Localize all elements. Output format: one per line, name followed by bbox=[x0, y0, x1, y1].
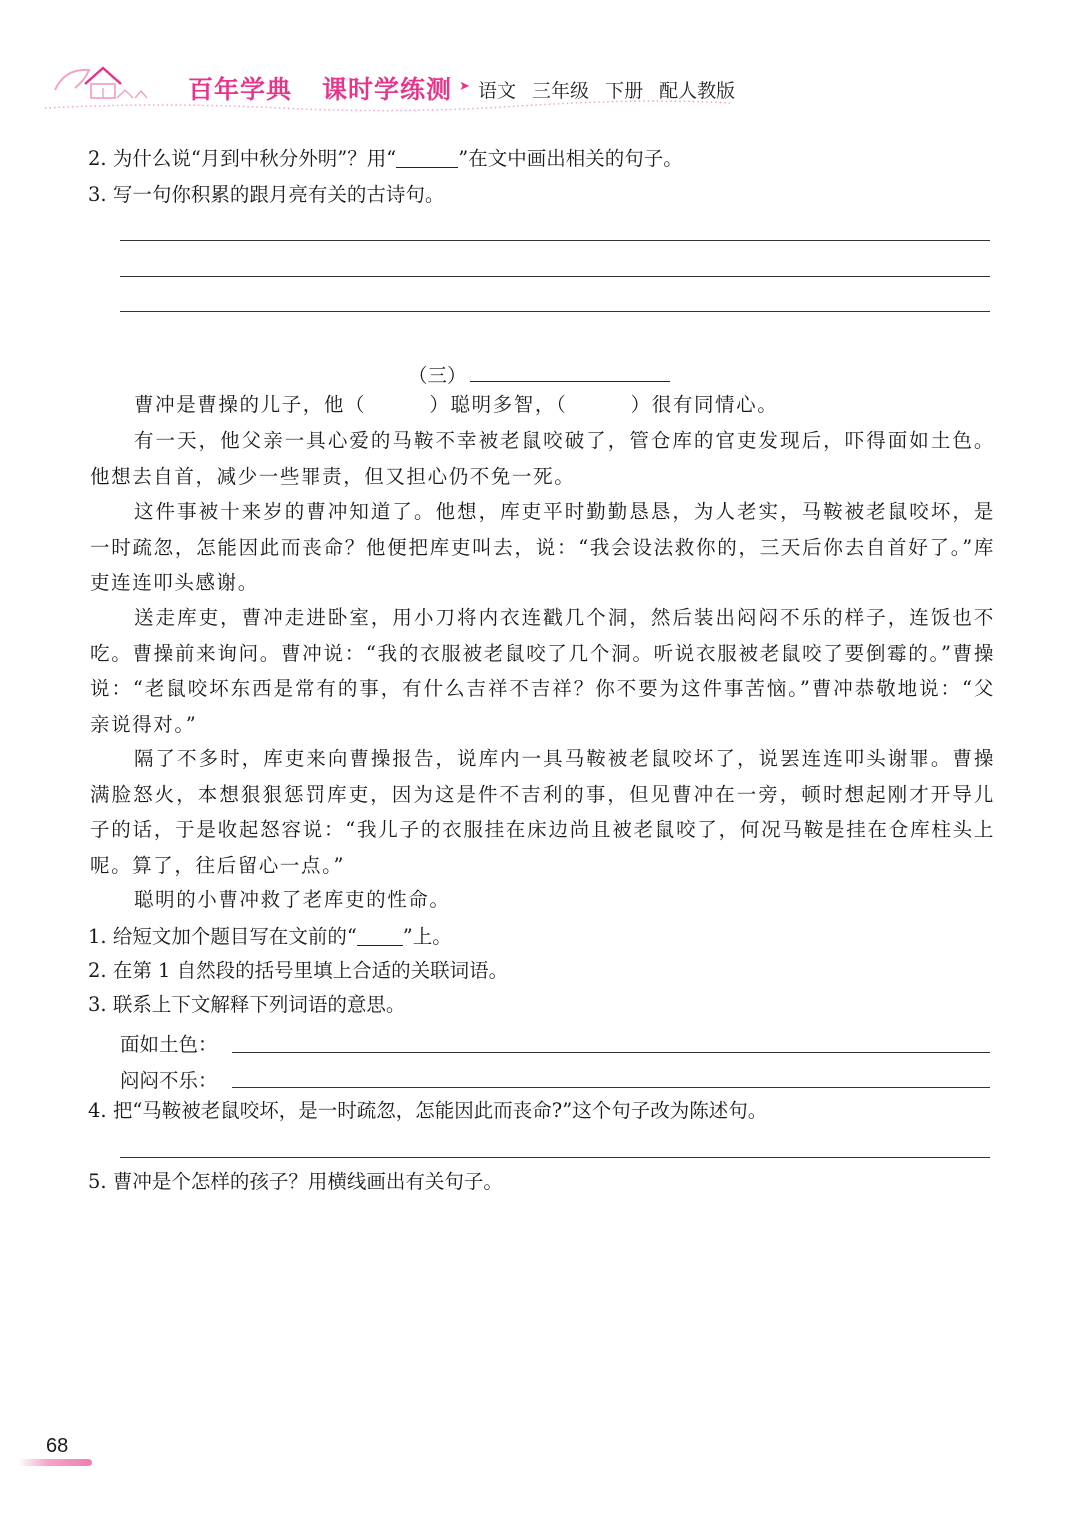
answer-line[interactable] bbox=[120, 240, 990, 241]
question-2-top: 2. 为什么说“月到中秋分外明”？用“ ”在文中画出相关的句子。 bbox=[88, 147, 683, 170]
paragraph-1: 曹冲是曹操的儿子，他（ ）聪明多智，（ ）很有同情心。 bbox=[134, 393, 779, 416]
question-3: 3. 联系上下文解释下列词语的意思。 bbox=[88, 993, 406, 1016]
house-logo-icon bbox=[45, 60, 185, 104]
question-5: 5. 曹冲是个怎样的孩子？用横线画出有关句子。 bbox=[88, 1170, 503, 1193]
paragraph-5: 隔了不多时，库吏来向曹操报告，说库内一具马鞍被老鼠咬坏了，说罢连连叩头谢罪。曹操满脸怒火，本想狠狠惩罚库吏，因为这是件不吉利的事，但见曹冲在一旁，顿时想起刚才开导儿子的话，于是收起怒容说：“我儿子的衣服挂在床边尚且被老鼠咬了，何况马鞍是挂在仓库柱头上呢。算了，往后留心一点。” bbox=[90, 747, 995, 877]
page-number-bar bbox=[18, 1459, 92, 1466]
dotted-wave-decoration bbox=[40, 100, 740, 114]
question-4: 4. 把“马鞍被老鼠咬坏，是一时疏忽，怎能因此而丧命?”这个句子改为陈述句。 bbox=[88, 1099, 768, 1122]
answer-line[interactable] bbox=[120, 311, 990, 312]
paragraph-2: 有一天，他父亲一具心爱的马鞍不幸被老鼠咬破了，管仓库的官吏发现后，吓得面如土色。他想去自首，减少一些罪责，但又担心仍不免一死。 bbox=[90, 429, 995, 488]
question-3-top: 3. 写一句你积累的跟月亮有关的古诗句。 bbox=[88, 183, 445, 206]
series-name: 课时学练测 bbox=[322, 75, 453, 104]
paragraph-3: 这件事被十来岁的曹冲知道了。他想，库吏平时勤勤恳恳，为人老实，马鞍被老鼠咬坏，是一时疏忽，怎能因此而丧命？他便把库吏叫去，说：“我会设法救你的，三天后你去自首好了。”库吏连连叩头感谢。 bbox=[90, 500, 995, 594]
term-answer-line[interactable] bbox=[232, 1052, 990, 1053]
brand-name: 百年学典 bbox=[188, 75, 293, 104]
paragraph-6: 聪明的小曹冲救了老库吏的性命。 bbox=[134, 888, 451, 911]
page-number: 68 bbox=[46, 1435, 69, 1457]
question-2: 2. 在第 1 自然段的括号里填上合适的关联词语。 bbox=[88, 959, 509, 982]
term-answer-line[interactable] bbox=[232, 1087, 990, 1088]
paragraph-4: 送走库吏，曹冲走进卧室，用小刀将内衣连戳几个洞，然后装出闷闷不乐的样子，连饭也不吃。曹操前来询问。曹冲说：“我的衣服被老鼠咬了几个洞。听说衣服被老鼠咬了要倒霉的。”曹操说：“老鼠咬坏东西是常有的事，有什么吉祥不吉祥？你不要为这件事苦恼。”曹冲恭敬地说：“父亲说得对。” bbox=[90, 606, 995, 736]
question-1: 1. 给短文加个题目写在文前的“ ”上。 bbox=[88, 925, 452, 948]
term-label: 闷闷不乐： bbox=[120, 1069, 218, 1092]
answer-line[interactable] bbox=[120, 1157, 990, 1158]
title-blank-line[interactable] bbox=[470, 381, 670, 382]
arrow-icon: ➤ bbox=[459, 79, 470, 94]
answer-blank[interactable] bbox=[357, 925, 403, 946]
page-header bbox=[40, 60, 740, 110]
answer-blank[interactable] bbox=[396, 147, 458, 168]
book-info: 语文 三年级 下册 配人教版 bbox=[478, 80, 736, 102]
section-label: （三） bbox=[408, 364, 467, 387]
answer-line[interactable] bbox=[120, 276, 990, 277]
term-label: 面如土色： bbox=[120, 1033, 218, 1056]
